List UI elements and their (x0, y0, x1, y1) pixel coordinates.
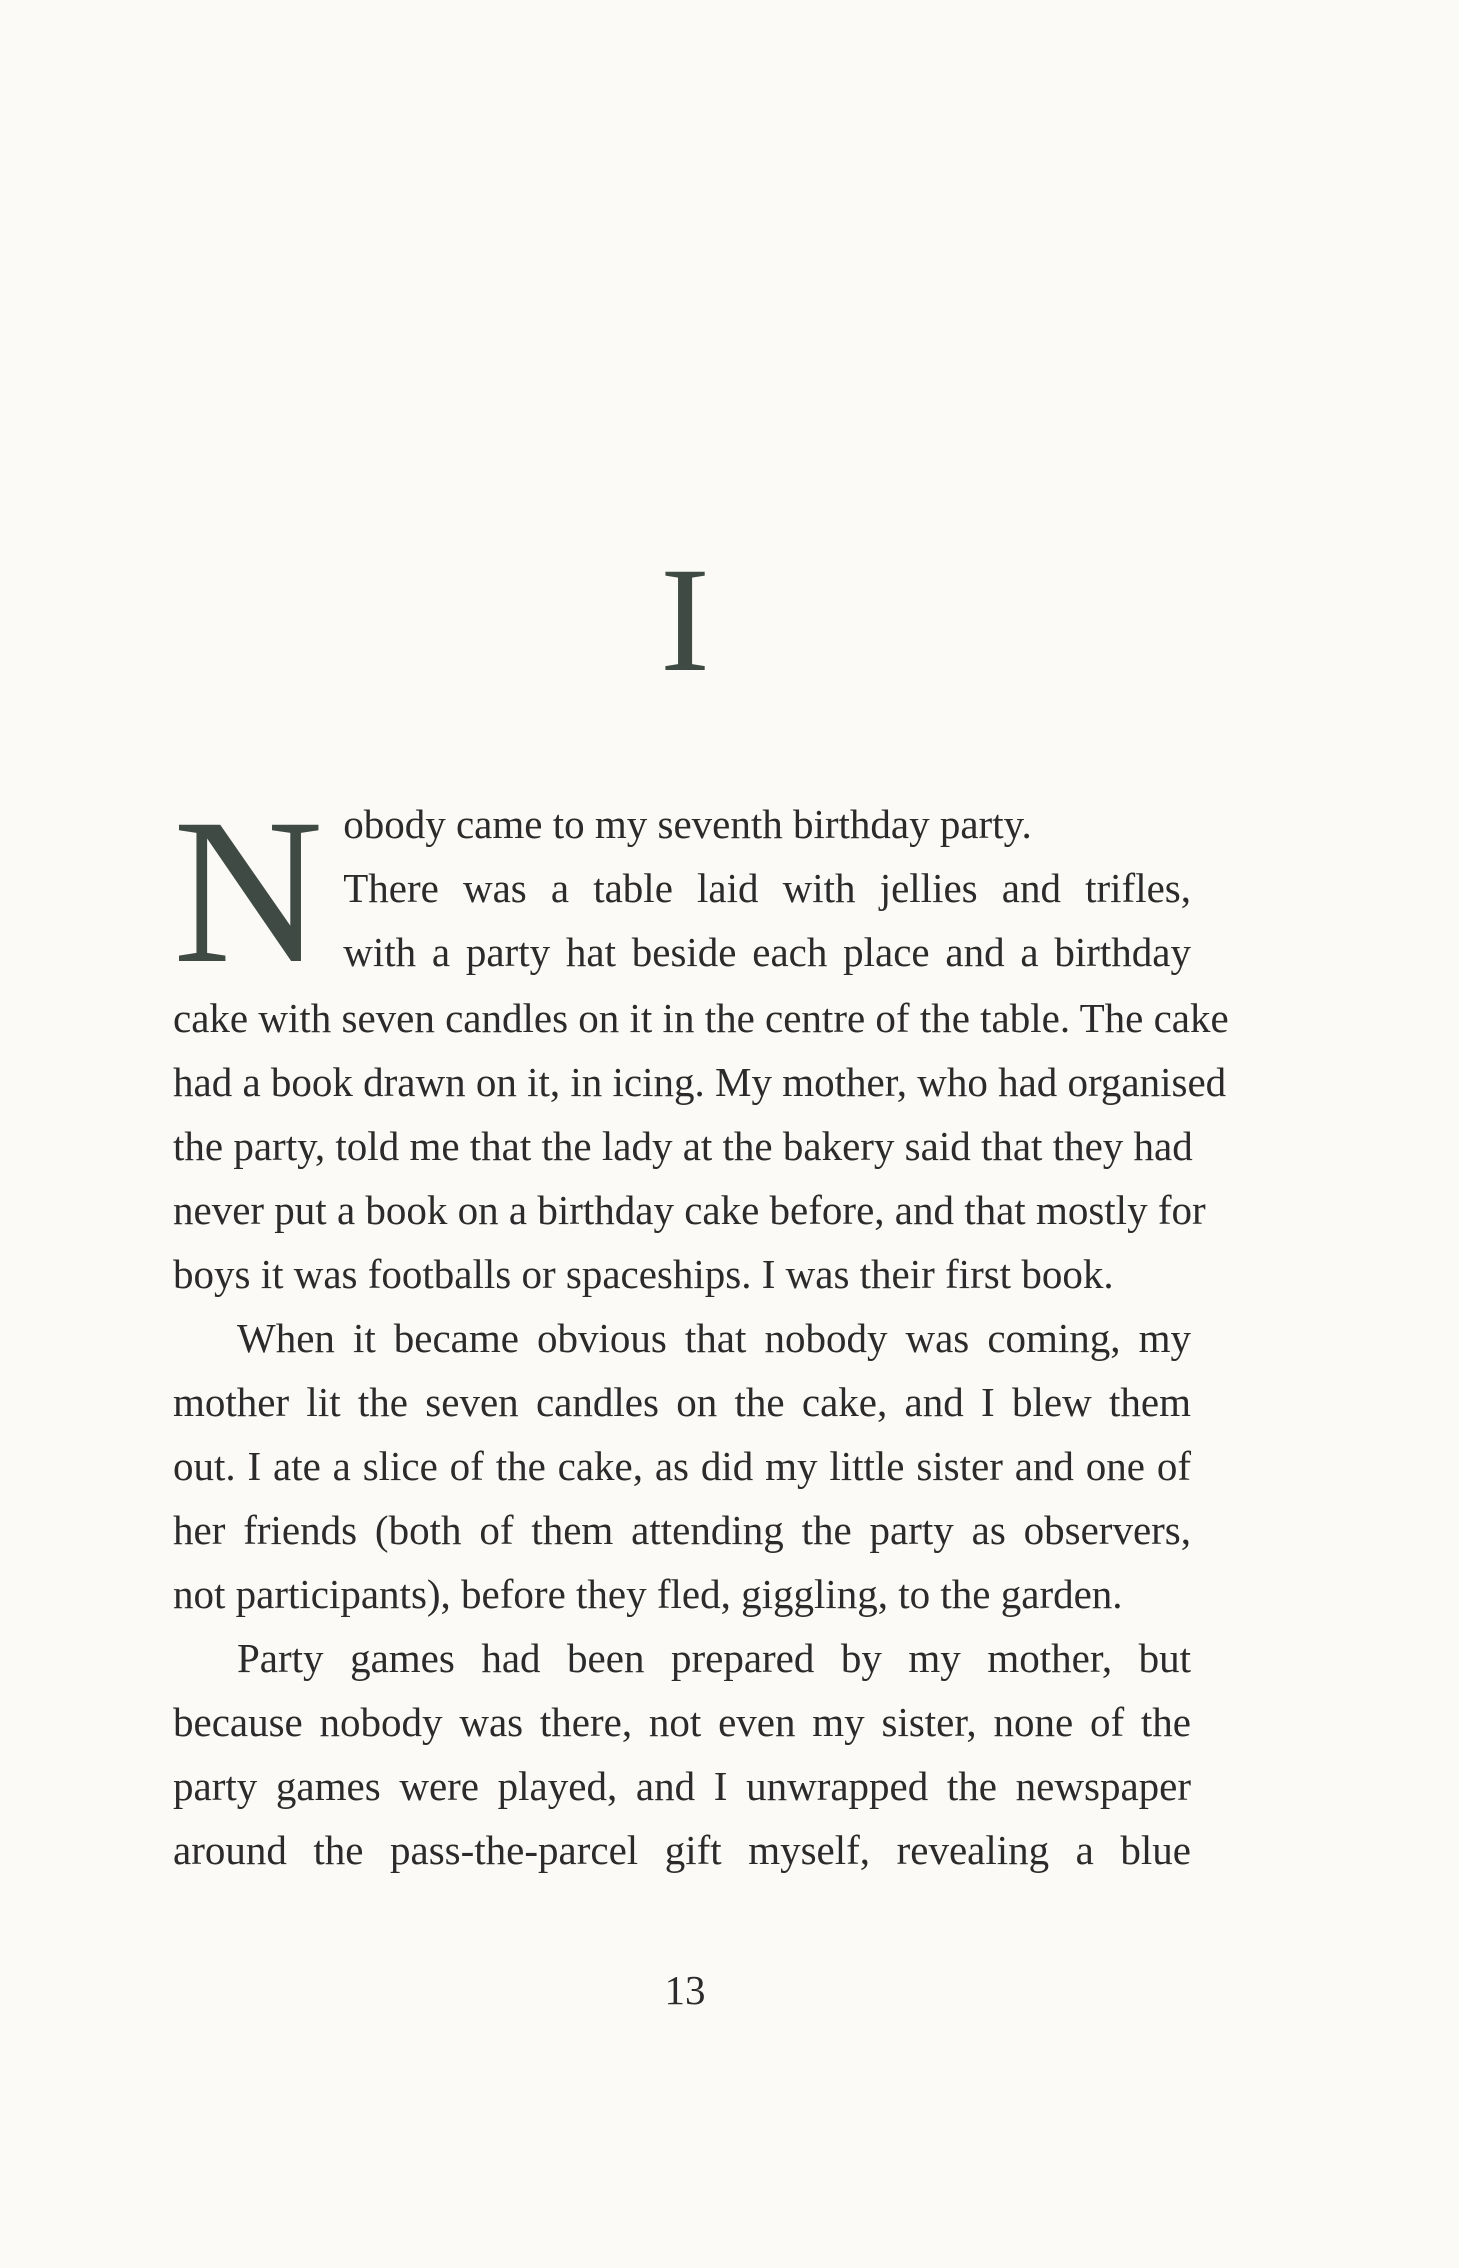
text-line: cake with seven candles on it in the centre of the table. The cake (173, 995, 1229, 1041)
text-line: mother lit the seven candles on the cake, and I blew them (173, 1379, 1191, 1425)
page-number: 13 (664, 1967, 706, 2013)
text-line: When it became obvious that nobody was coming, my (237, 1315, 1191, 1361)
paragraph-3 (173, 1626, 1191, 1882)
text-line: never put a book on a birthday cake before, and that mostly for (173, 1187, 1206, 1233)
text-line: had a book drawn on it, in icing. My mother, who had organised (173, 1059, 1227, 1105)
paragraph-2 (173, 1306, 1191, 1626)
text-line: with a party hat beside each place and a birthday (343, 929, 1191, 975)
text-line: obody came to my seventh birthday party. (343, 801, 1032, 847)
text-line: out. I ate a slice of the cake, as did my little sister and one of (173, 1443, 1191, 1489)
text-line: the party, told me that the lady at the bakery said that they had (173, 1123, 1193, 1169)
text-line: boys it was footballs or spaceships. I was their first book. (173, 1251, 1114, 1297)
text-line: Party games had been prepared by my mother, but (237, 1635, 1191, 1681)
text-line: around the pass-the-parcel gift myself, revealing a blue (173, 1827, 1191, 1873)
chapter-number: I (660, 537, 710, 703)
drop-cap: N (173, 776, 324, 1006)
text-line: not participants), before they fled, giggling, to the garden. (173, 1571, 1123, 1617)
text-line: her friends (both of them attending the party as observers, (173, 1507, 1191, 1553)
text-line: party games were played, and I unwrapped the newspaper (173, 1763, 1191, 1809)
text-line: There was a table laid with jellies and trifles, (343, 865, 1191, 911)
text-line: because nobody was there, not even my sister, none of the (173, 1699, 1191, 1745)
paragraph-1 (173, 776, 1229, 1306)
body-text (173, 776, 1229, 1882)
